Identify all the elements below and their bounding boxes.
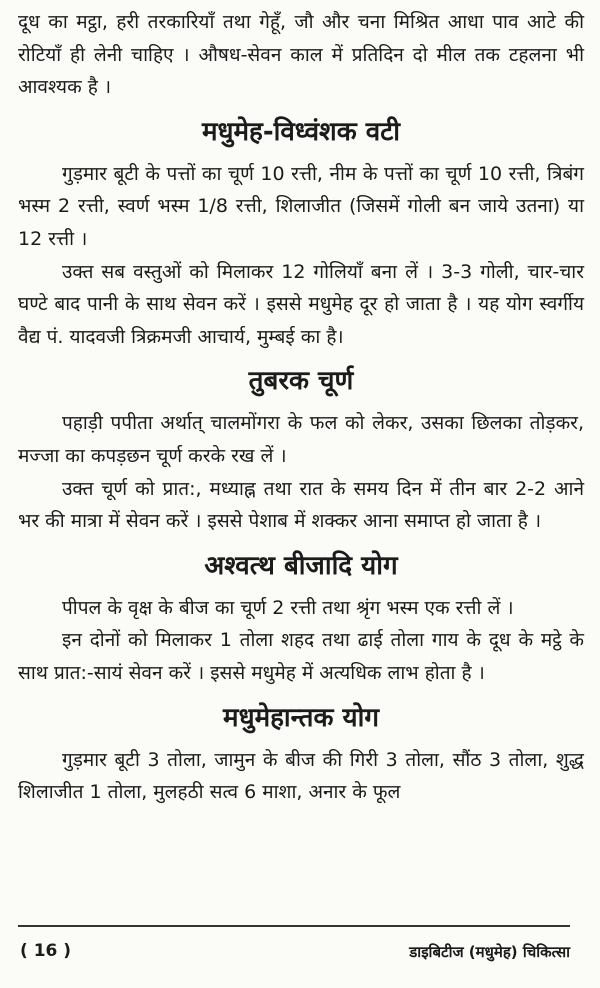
section-heading-tubrak-churna: तुबरक चूर्ण [248, 366, 354, 397]
section-heading-madhumehantak-yog: मधुमेहान्तक योग [223, 702, 379, 733]
footer-divider [18, 925, 570, 927]
paragraph: इन दोनों को मिलाकर 1 तोला शहद तथा ढाई तोला गाय के दूध के मट्ठे के साथ प्रात:-सायं सेवन करें । इससे मधुमेह में अत्यधिक लाभ होता है । [18, 629, 584, 684]
page-body [18, 6, 584, 809]
section-heading-madhumeh-vidhvanshak-vati: मधुमेह-विध्वंशक वटी [201, 116, 401, 147]
paragraph: उक्त सब वस्तुओं को मिलाकर 12 गोलियाँ बना लें । 3-3 गोली, चार-चार घण्टे बाद पानी के साथ सेवन करें । इससे मधुमेह दूर हो जाता है । यह योग स्वर्गीय वैद्य पं. यादवजी त्रिक्रमजी आचार्य, मुम्बई का है। [18, 260, 584, 348]
intro-paragraph: दूध का मट्ठा, हरी तरकारियाँ तथा गेहूँ, जौ और चना मिश्रित आधा पाव आटे की रोटियाँ ही लेनी चाहिए । औषध-सेवन काल में प्रतिदिन दो मील तक टहलना भी आवश्यक है । [18, 11, 584, 99]
paragraph: पहाड़ी पपीता अर्थात् चालमोंगरा के फल को लेकर, उसका छिलका तोड़कर, मज्जा का कपड़छन चूर्ण करके रख लें । [18, 412, 584, 467]
paragraph: गुड़मार बूटी के पत्तों का चूर्ण 10 रत्ती, नीम के पत्तों का चूर्ण 10 रत्ती, त्रिबंग भस्म 2 रत्ती, स्वर्ण भस्म 1/8 रत्ती, शिलाजीत (जिसमें गोली बन जाये उतना) या 12 रत्ती । [18, 162, 584, 250]
running-footer-title: डाइबिटीज (मधुमेह) चिकित्सा [409, 943, 570, 961]
paragraph: उक्त चूर्ण को प्रात:, मध्याह्न तथा रात के समय दिन में तीन बार 2-2 आने भर की मात्रा में सेवन करें । इससे पेशाब में शक्कर आना समाप्त हो जाता है । [18, 477, 584, 533]
section-heading-ashvatth-beejadi-yog: अश्वत्थ बीजादि योग [204, 550, 398, 581]
page-number: ( 16 ) [20, 941, 72, 961]
paragraph: पीपल के वृक्ष के बीज का चूर्ण 2 रत्ती तथा श्रृंग भस्म एक रत्ती लें । [62, 596, 514, 619]
paragraph: गुड़मार बूटी 3 तोला, जामुन के बीज की गिरी 3 तोला, सौंठ 3 तोला, शुद्ध शिलाजीत 1 तोला, मुलहठी सत्व 6 माशा, अनार के फूल [18, 748, 584, 804]
